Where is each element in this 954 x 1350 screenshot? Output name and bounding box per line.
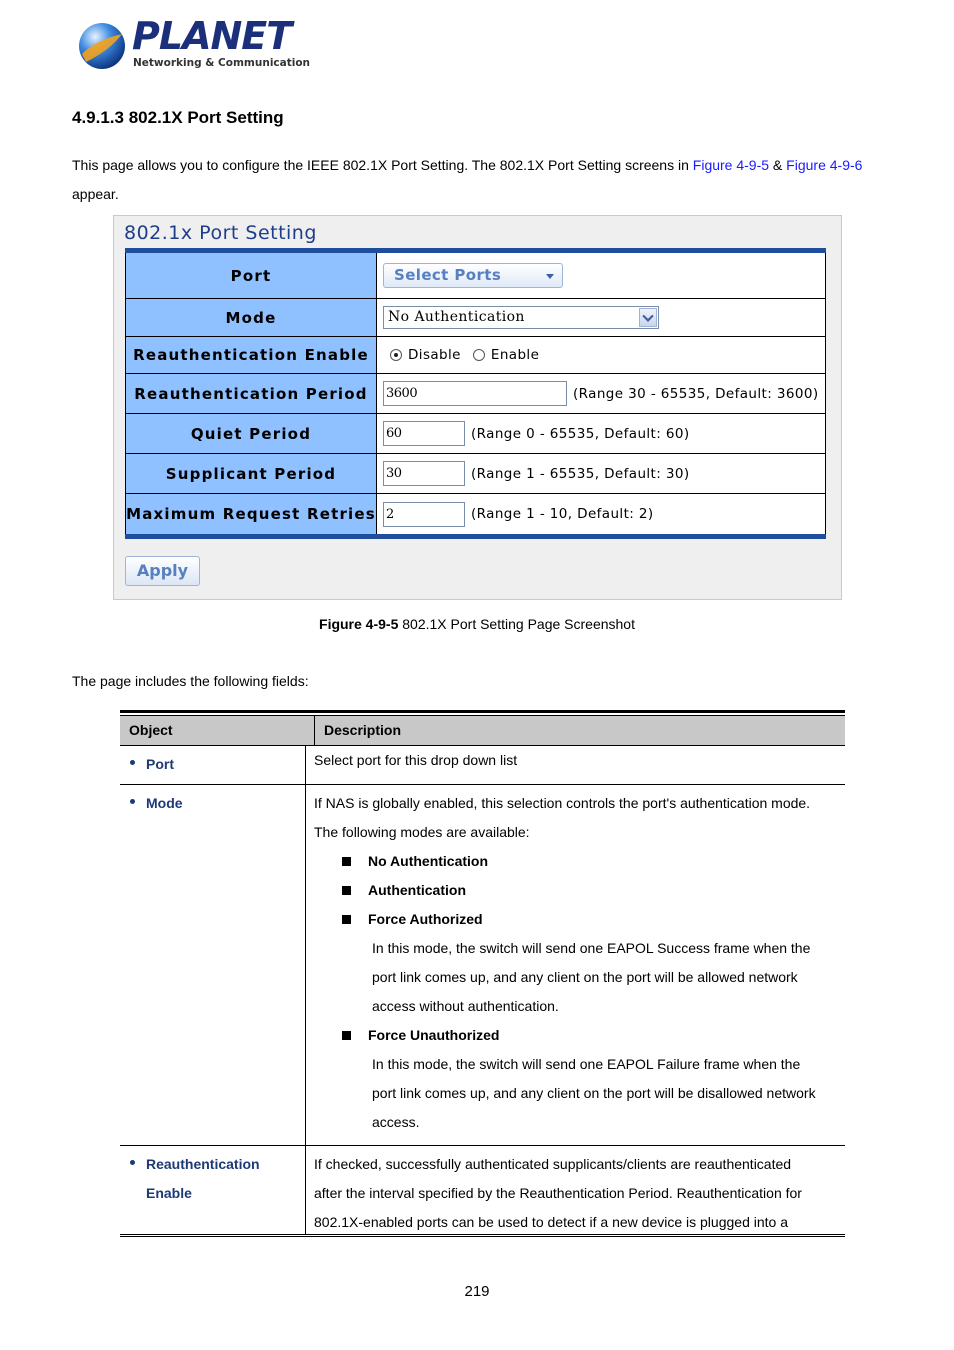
object-cell: [120, 1146, 306, 1234]
description-cell: [306, 785, 845, 1145]
header-description: Description: [324, 722, 402, 738]
object-cell: [120, 746, 306, 784]
max-retries-input[interactable]: 2: [383, 502, 465, 527]
figure-link-4-9-5[interactable]: Figure 4-9-5: [692, 157, 770, 173]
supplicant-period-hint: (Range 1 - 65535, Default: 30): [471, 465, 690, 482]
object-name-line: Reauthentication: [146, 1156, 260, 1172]
description-text: after the interval specified by the Reauthentication Period. Reauthentication for: [314, 1185, 802, 1201]
bullet-icon: [130, 1160, 135, 1165]
quiet-period-hint: (Range 0 - 65535, Default: 60): [471, 425, 690, 442]
logo-tagline: Networking & Communication: [133, 57, 311, 69]
radio-enable[interactable]: [473, 349, 485, 361]
mode-option-detail: In this mode, the switch will send one EAPOL Success frame when the: [372, 940, 811, 956]
value-max-retries: [377, 494, 826, 534]
description-cell: [306, 746, 845, 784]
mode-option-detail: port link comes up, and any client on the port will be allowed network: [372, 969, 798, 985]
mode-option: [314, 876, 845, 905]
globe-icon: [76, 20, 128, 72]
mode-option-detail: port link comes up, and any client on the port will be disallowed network: [372, 1085, 816, 1101]
apply-button[interactable]: Apply: [125, 556, 200, 586]
supplicant-period-input[interactable]: 30: [383, 461, 465, 486]
label-max-retries: Maximum Request Retries: [125, 494, 377, 534]
mode-option-label: No Authentication: [368, 853, 489, 869]
panel-title: 802.1x Port Setting: [124, 222, 317, 244]
square-bullet-icon: [342, 886, 351, 895]
mode-option-detail: access.: [372, 1114, 420, 1130]
value-reauth-period: [377, 374, 826, 413]
radio-enable-label: Enable: [490, 347, 540, 363]
mode-select[interactable]: [383, 306, 659, 329]
value-port: [377, 253, 826, 298]
caption-text: 802.1X Port Setting Page Screenshot: [398, 616, 635, 632]
fields-table: [120, 710, 845, 1237]
row-reauth-enable: [125, 337, 826, 374]
port-setting-form: [125, 248, 826, 539]
value-supplicant-period: [377, 454, 826, 493]
table-row-reauth-enable: [120, 1146, 845, 1234]
label-reauth-enable: Reauthentication Enable: [125, 337, 377, 373]
object-cell: [120, 785, 306, 1145]
description-text: Select port for this drop down list: [314, 752, 518, 768]
mode-option-label: Authentication: [368, 882, 466, 898]
intro-text: This page allows you to configure the IEEE 802.1X Port Setting. The 802.1X Port Setting screens in: [72, 157, 693, 173]
section-heading: 4.9.1.3 802.1X Port Setting: [72, 108, 284, 127]
square-bullet-icon: [342, 857, 351, 866]
description-text: 802.1X-enabled ports can be used to detect if a new device is plugged into a: [314, 1214, 788, 1230]
value-quiet-period: [377, 414, 826, 453]
port-setting-screenshot: [113, 215, 842, 600]
table-header: [120, 715, 845, 746]
description-text: If NAS is globally enabled, this selection controls the port's authentication mode.: [314, 795, 811, 811]
figure-caption: [0, 616, 954, 632]
bullet-icon: [130, 760, 135, 765]
label-supplicant-period: Supplicant Period: [125, 454, 377, 493]
label-quiet-period: Quiet Period: [125, 414, 377, 453]
mode-option-label: Force Authorized: [368, 911, 483, 927]
max-retries-hint: (Range 1 - 10, Default: 2): [471, 506, 654, 522]
select-ports-text: Select Ports: [394, 266, 502, 284]
bullet-icon: [130, 799, 135, 804]
select-ports-dropdown[interactable]: [383, 263, 563, 288]
object-name: Mode: [146, 795, 183, 811]
fields-intro: The page includes the following fields:: [72, 673, 309, 689]
object-name: Port: [146, 756, 174, 772]
value-mode: [377, 299, 826, 336]
row-mode: [125, 299, 826, 337]
quiet-period-input[interactable]: 60: [383, 421, 465, 446]
intro-text-and: &: [769, 157, 787, 173]
row-quiet-period: [125, 414, 826, 454]
radio-disable[interactable]: [390, 349, 402, 361]
mode-option: [314, 905, 845, 934]
row-supplicant-period: [125, 454, 826, 494]
mode-option-detail: In this mode, the switch will send one EAPOL Failure frame when the: [372, 1056, 801, 1072]
caret-down-icon: [546, 274, 554, 279]
row-reauth-period: [125, 374, 826, 414]
mode-option-label: Force Unauthorized: [368, 1027, 500, 1043]
caption-figure-number: Figure 4-9-5: [319, 616, 399, 632]
figure-link-4-9-6[interactable]: Figure 4-9-6: [786, 157, 863, 173]
mode-option: [314, 847, 845, 876]
label-reauth-period: Reauthentication Period: [125, 374, 377, 413]
header-object: Object: [120, 716, 315, 745]
chevron-down-icon[interactable]: [639, 308, 657, 327]
value-reauth-enable: [377, 337, 826, 373]
square-bullet-icon: [342, 1031, 351, 1040]
planet-logo: [76, 14, 311, 74]
row-max-retries: [125, 494, 826, 534]
radio-disable-label: Disable: [408, 347, 461, 363]
object-name-line: Enable: [146, 1185, 192, 1201]
intro-text-end: appear.: [72, 186, 119, 202]
reauth-period-input[interactable]: 3600: [383, 381, 567, 406]
label-port: Port: [125, 253, 377, 298]
logo-wordmark: PLANET: [132, 14, 292, 58]
reauth-period-hint: (Range 30 - 65535, Default: 3600): [573, 385, 819, 402]
intro-paragraph: [72, 151, 892, 209]
mode-select-value: No Authentication: [388, 309, 525, 325]
description-cell: [306, 1146, 845, 1234]
square-bullet-icon: [342, 915, 351, 924]
row-port: [125, 253, 826, 299]
page-number: 219: [464, 1283, 490, 1300]
description-text: If checked, successfully authenticated supplicants/clients are reauthenticated: [314, 1156, 792, 1172]
label-mode: Mode: [125, 299, 377, 336]
table-row-mode: [120, 785, 845, 1146]
table-row-port: [120, 746, 845, 785]
object-name: [146, 1150, 296, 1208]
mode-option-detail: access without authentication.: [372, 998, 559, 1014]
description-text: The following modes are available:: [314, 824, 530, 840]
mode-option: [314, 1021, 845, 1050]
